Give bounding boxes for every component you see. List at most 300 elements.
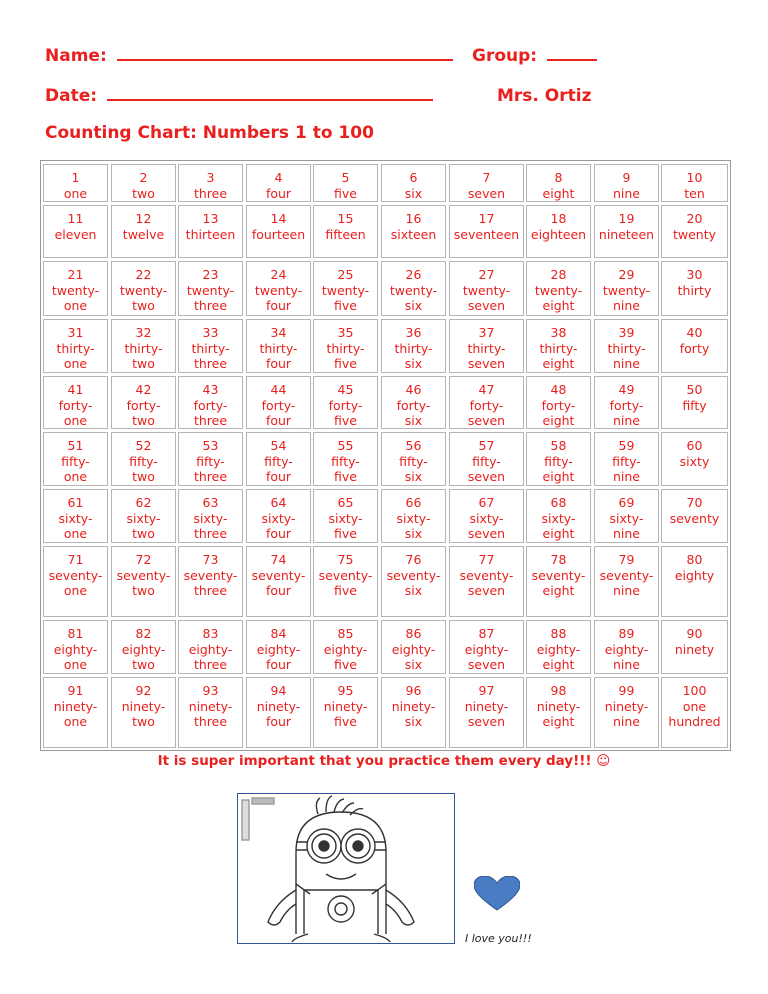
cell-number: 38 xyxy=(550,325,567,340)
cell-word: thirty xyxy=(677,282,712,298)
number-cell-89 xyxy=(594,620,659,674)
cell-word: forty- xyxy=(58,397,93,413)
number-cell-61 xyxy=(43,489,108,543)
cell-word: seventy- xyxy=(183,567,238,583)
number-cell-55 xyxy=(313,432,378,486)
cell-word: seven xyxy=(467,657,506,672)
teacher-name: Mrs. Ortiz xyxy=(497,86,592,106)
cell-word: eight xyxy=(542,657,575,672)
number-cell-35 xyxy=(313,319,378,373)
number-cell-87 xyxy=(449,620,524,674)
number-cell-42 xyxy=(111,376,176,429)
cell-word: one xyxy=(63,657,88,672)
cell-word: five xyxy=(334,583,357,598)
cell-number: 62 xyxy=(135,495,152,510)
group-blank-line xyxy=(547,59,597,61)
cell-number: 40 xyxy=(686,325,703,340)
cell-word: one xyxy=(63,583,88,598)
cell-word: ninety- xyxy=(323,698,368,714)
number-cell-64 xyxy=(246,489,311,543)
cell-word: nineteen xyxy=(598,226,655,242)
cell-word: eighty- xyxy=(464,641,509,657)
cell-number: 61 xyxy=(67,495,84,510)
cell-word: two xyxy=(132,298,155,313)
cell-word: forty- xyxy=(396,397,431,413)
number-cell-92 xyxy=(111,677,176,748)
number-cell-28 xyxy=(526,261,591,316)
cell-word: seventy xyxy=(669,510,720,526)
number-cell-40 xyxy=(661,319,728,373)
cell-number: 34 xyxy=(270,325,287,340)
number-cell-4 xyxy=(246,164,311,202)
cell-word: fifty- xyxy=(612,453,641,469)
cell-word: fifty- xyxy=(544,453,573,469)
cell-word: twenty- xyxy=(186,282,235,298)
cell-word: forty- xyxy=(541,397,576,413)
cell-number: 4 xyxy=(274,170,283,185)
cell-word: eight xyxy=(542,413,575,428)
number-cell-76 xyxy=(381,546,446,617)
cell-word: nine xyxy=(612,583,640,598)
cell-word: four xyxy=(265,185,292,201)
cell-word: thirty- xyxy=(124,340,163,356)
cell-number: 33 xyxy=(202,325,219,340)
cell-word: seven xyxy=(467,469,506,484)
cell-number: 88 xyxy=(550,626,567,641)
number-cell-18 xyxy=(526,205,591,258)
cell-word: fifty- xyxy=(472,453,501,469)
cell-word: ninety- xyxy=(464,698,509,714)
cell-number: 8 xyxy=(554,170,563,185)
cell-number: 84 xyxy=(270,626,287,641)
cell-word: sixty- xyxy=(328,510,363,526)
cell-word: nine xyxy=(612,714,640,729)
cell-word: twenty- xyxy=(602,282,651,298)
cell-word: seven xyxy=(467,583,506,598)
cell-word: eighty- xyxy=(256,641,301,657)
cell-word: three xyxy=(193,714,228,729)
number-cell-24 xyxy=(246,261,311,316)
number-cell-96 xyxy=(381,677,446,748)
cell-word: eleven xyxy=(54,226,97,242)
cell-word: eighty- xyxy=(323,641,368,657)
cell-number: 2 xyxy=(139,170,148,185)
cell-word: seventy- xyxy=(251,567,306,583)
number-cell-51 xyxy=(43,432,108,486)
number-cell-37 xyxy=(449,319,524,373)
number-cell-38 xyxy=(526,319,591,373)
cell-word: six xyxy=(404,583,423,598)
cell-word: sixty- xyxy=(541,510,576,526)
cell-number: 25 xyxy=(337,267,354,282)
number-cell-94 xyxy=(246,677,311,748)
number-cell-48 xyxy=(526,376,591,429)
cell-word: seventy- xyxy=(116,567,171,583)
cell-number: 32 xyxy=(135,325,152,340)
number-cell-53 xyxy=(178,432,243,486)
cell-number: 86 xyxy=(405,626,422,641)
cell-word: five xyxy=(334,469,357,484)
cell-number: 95 xyxy=(337,683,354,698)
number-cell-63 xyxy=(178,489,243,543)
cell-word: fifteen xyxy=(325,226,366,242)
date-label: Date: xyxy=(45,86,98,106)
cell-number: 13 xyxy=(202,211,219,226)
cell-word: sixty- xyxy=(469,510,504,526)
cell-number: 37 xyxy=(478,325,495,340)
cell-number: 85 xyxy=(337,626,354,641)
number-cell-95 xyxy=(313,677,378,748)
cell-word: four xyxy=(265,714,292,729)
cell-word: thirty- xyxy=(607,340,646,356)
cell-number: 50 xyxy=(686,382,703,397)
name-blank-line xyxy=(117,59,453,61)
number-cell-17 xyxy=(449,205,524,258)
cell-word: ninety- xyxy=(256,698,301,714)
cell-number: 19 xyxy=(618,211,635,226)
cell-word: twenty- xyxy=(254,282,303,298)
cell-number: 77 xyxy=(478,552,495,567)
cell-word: twenty- xyxy=(389,282,438,298)
number-cell-36 xyxy=(381,319,446,373)
cell-number: 76 xyxy=(405,552,422,567)
cell-word: seven xyxy=(467,714,506,729)
cell-word: seven xyxy=(467,413,506,428)
number-cell-33 xyxy=(178,319,243,373)
cell-word: three xyxy=(193,657,228,672)
cell-word: four xyxy=(265,413,292,428)
cell-word: ninety- xyxy=(604,698,649,714)
cell-word: seventeen xyxy=(453,226,520,242)
cell-word: twenty xyxy=(672,226,717,242)
heart-icon xyxy=(474,876,520,912)
cell-number: 14 xyxy=(270,211,287,226)
cell-word: four xyxy=(265,469,292,484)
number-cell-93 xyxy=(178,677,243,748)
cell-number: 60 xyxy=(686,438,703,453)
group-field xyxy=(472,46,597,66)
cell-number: 87 xyxy=(478,626,495,641)
cell-word: two xyxy=(132,413,155,428)
cell-word: three xyxy=(193,413,228,428)
number-cell-23 xyxy=(178,261,243,316)
cell-word: thirty- xyxy=(259,340,298,356)
cell-word: twenty- xyxy=(119,282,168,298)
cell-number: 41 xyxy=(67,382,84,397)
cell-word: five xyxy=(334,413,357,428)
cell-word: twelve xyxy=(122,226,165,242)
cell-number: 12 xyxy=(135,211,152,226)
cell-word: six xyxy=(404,356,423,371)
number-cell-66 xyxy=(381,489,446,543)
cell-word: two xyxy=(132,185,155,201)
cell-word: seventy- xyxy=(318,567,373,583)
cell-word: five xyxy=(334,714,357,729)
cell-number: 73 xyxy=(202,552,219,567)
cell-word: six xyxy=(404,657,423,672)
cell-number: 99 xyxy=(618,683,635,698)
cell-word: ninety- xyxy=(53,698,98,714)
number-cell-3 xyxy=(178,164,243,202)
number-cell-46 xyxy=(381,376,446,429)
number-cell-30 xyxy=(661,261,728,316)
cell-word: nine xyxy=(612,185,640,201)
cell-word: two xyxy=(132,356,155,371)
chart-title: Counting Chart: Numbers 1 to 100 xyxy=(45,123,374,143)
number-cell-67 xyxy=(449,489,524,543)
cell-word: sixty xyxy=(679,453,710,469)
cell-word: fifty- xyxy=(196,453,225,469)
cell-word: twenty- xyxy=(51,282,100,298)
cell-number: 23 xyxy=(202,267,219,282)
cell-number: 82 xyxy=(135,626,152,641)
cell-word: eight xyxy=(542,185,575,201)
cell-word: eighty xyxy=(674,567,715,583)
number-cell-14 xyxy=(246,205,311,258)
cell-word: ninety- xyxy=(391,698,436,714)
number-cell-99 xyxy=(594,677,659,748)
cell-word: fourteen xyxy=(251,226,306,242)
number-cell-100 xyxy=(661,677,728,748)
cell-word: three xyxy=(193,185,228,201)
cell-word: six xyxy=(404,413,423,428)
name-field xyxy=(45,46,453,66)
number-cell-10 xyxy=(661,164,728,202)
number-cell-39 xyxy=(594,319,659,373)
number-cell-52 xyxy=(111,432,176,486)
cell-number: 16 xyxy=(405,211,422,226)
minion-picture xyxy=(237,793,455,944)
cell-word: forty- xyxy=(261,397,296,413)
cell-number: 54 xyxy=(270,438,287,453)
cell-word: six xyxy=(404,526,423,541)
cell-word: one xyxy=(63,469,88,484)
cell-number: 47 xyxy=(478,382,495,397)
number-cell-60 xyxy=(661,432,728,486)
counting-chart xyxy=(40,160,731,751)
number-cell-72 xyxy=(111,546,176,617)
cell-word: nine xyxy=(612,356,640,371)
cell-number: 42 xyxy=(135,382,152,397)
number-cell-65 xyxy=(313,489,378,543)
cell-word: sixty- xyxy=(58,510,93,526)
cell-word: ten xyxy=(684,185,705,201)
cell-word: seventy- xyxy=(599,567,654,583)
cell-word: sixty- xyxy=(609,510,644,526)
cell-word: thirty- xyxy=(191,340,230,356)
cell-word: thirty- xyxy=(56,340,95,356)
cell-word: thirteen xyxy=(185,226,236,242)
number-cell-31 xyxy=(43,319,108,373)
number-cell-85 xyxy=(313,620,378,674)
cell-number: 97 xyxy=(478,683,495,698)
number-cell-11 xyxy=(43,205,108,258)
cell-word: eighty- xyxy=(121,641,166,657)
cell-word: nine xyxy=(612,657,640,672)
cell-number: 43 xyxy=(202,382,219,397)
cell-number: 39 xyxy=(618,325,635,340)
number-cell-54 xyxy=(246,432,311,486)
cell-number: 92 xyxy=(135,683,152,698)
cell-number: 35 xyxy=(337,325,354,340)
cell-number: 80 xyxy=(686,552,703,567)
cell-word: four xyxy=(265,356,292,371)
cell-word: seven xyxy=(467,185,506,201)
cell-word: four xyxy=(265,298,292,313)
cell-word: ninety- xyxy=(188,698,233,714)
number-cell-82 xyxy=(111,620,176,674)
cell-number: 91 xyxy=(67,683,84,698)
cell-word: one xyxy=(63,714,88,729)
cell-word: sixty- xyxy=(126,510,161,526)
cell-word: seventy- xyxy=(48,567,103,583)
cell-number: 65 xyxy=(337,495,354,510)
cell-word: nine xyxy=(612,526,640,541)
number-cell-2 xyxy=(111,164,176,202)
cell-word: six xyxy=(404,714,423,729)
cell-number: 89 xyxy=(618,626,635,641)
cell-number: 72 xyxy=(135,552,152,567)
number-cell-58 xyxy=(526,432,591,486)
cell-number: 20 xyxy=(686,211,703,226)
number-cell-32 xyxy=(111,319,176,373)
cell-word: fifty- xyxy=(61,453,90,469)
cell-word: six xyxy=(404,469,423,484)
date-blank-line xyxy=(107,99,433,101)
cell-number: 44 xyxy=(270,382,287,397)
cell-number: 24 xyxy=(270,267,287,282)
number-cell-27 xyxy=(449,261,524,316)
cell-word: two xyxy=(132,469,155,484)
number-cell-45 xyxy=(313,376,378,429)
cell-word: ninety- xyxy=(121,698,166,714)
practice-reminder: It is super important that you practice them every day!!! ☺ xyxy=(157,753,611,769)
number-cell-62 xyxy=(111,489,176,543)
cell-number: 31 xyxy=(67,325,84,340)
cell-number: 63 xyxy=(202,495,219,510)
cell-word: twenty- xyxy=(534,282,583,298)
cell-number: 48 xyxy=(550,382,567,397)
number-cell-70 xyxy=(661,489,728,543)
cell-number: 49 xyxy=(618,382,635,397)
cell-number: 70 xyxy=(686,495,703,510)
cell-word: two xyxy=(132,657,155,672)
cell-number: 53 xyxy=(202,438,219,453)
cell-word: five xyxy=(334,356,357,371)
cell-number: 1 xyxy=(71,170,80,185)
cell-number: 26 xyxy=(405,267,422,282)
date-field xyxy=(45,86,433,106)
cell-word: seven xyxy=(467,298,506,313)
minion-drawing xyxy=(238,794,454,943)
cell-number: 6 xyxy=(409,170,418,185)
number-cell-69 xyxy=(594,489,659,543)
cell-word: forty- xyxy=(193,397,228,413)
cell-number: 30 xyxy=(686,267,703,282)
cell-word: eighty- xyxy=(391,641,436,657)
number-cell-29 xyxy=(594,261,659,316)
number-cell-49 xyxy=(594,376,659,429)
cell-word: sixty- xyxy=(261,510,296,526)
cell-number: 96 xyxy=(405,683,422,698)
cell-word: eighty- xyxy=(536,641,581,657)
cell-number: 68 xyxy=(550,495,567,510)
number-cell-44 xyxy=(246,376,311,429)
cell-number: 10 xyxy=(686,170,703,185)
cell-word: eight xyxy=(542,469,575,484)
cell-number: 46 xyxy=(405,382,422,397)
cell-word: one xyxy=(63,185,88,201)
cell-word: sixty- xyxy=(396,510,431,526)
cell-word: four xyxy=(265,657,292,672)
cell-word: eighty- xyxy=(604,641,649,657)
number-cell-43 xyxy=(178,376,243,429)
number-cell-22 xyxy=(111,261,176,316)
cell-word: ninety xyxy=(674,641,715,657)
cell-word: five xyxy=(334,526,357,541)
number-cell-47 xyxy=(449,376,524,429)
cell-word: twenty- xyxy=(462,282,511,298)
cell-word: thirty- xyxy=(326,340,365,356)
number-cell-34 xyxy=(246,319,311,373)
cell-number: 28 xyxy=(550,267,567,282)
cell-word: ninety- xyxy=(536,698,581,714)
cell-word: five xyxy=(334,185,357,201)
cell-word: two xyxy=(132,714,155,729)
cell-word: forty xyxy=(679,340,710,356)
cell-number: 75 xyxy=(337,552,354,567)
number-cell-19 xyxy=(594,205,659,258)
cell-word: fifty- xyxy=(129,453,158,469)
group-label: Group: xyxy=(472,46,538,66)
number-cell-5 xyxy=(313,164,378,202)
cell-word: one xyxy=(63,526,88,541)
number-cell-8 xyxy=(526,164,591,202)
cell-number: 98 xyxy=(550,683,567,698)
cell-number: 94 xyxy=(270,683,287,698)
number-cell-78 xyxy=(526,546,591,617)
cell-word: one xyxy=(63,356,88,371)
cell-word: one hundred xyxy=(668,698,721,729)
cell-number: 74 xyxy=(270,552,287,567)
cell-word: forty- xyxy=(469,397,504,413)
cell-number: 11 xyxy=(67,211,84,226)
cell-word: seven xyxy=(467,526,506,541)
cell-word: thirty- xyxy=(539,340,578,356)
number-cell-98 xyxy=(526,677,591,748)
cell-number: 7 xyxy=(482,170,491,185)
number-cell-79 xyxy=(594,546,659,617)
number-cell-15 xyxy=(313,205,378,258)
cell-word: six xyxy=(404,298,423,313)
cell-word: three xyxy=(193,298,228,313)
cell-number: 81 xyxy=(67,626,84,641)
cell-word: eighty- xyxy=(53,641,98,657)
cell-number: 57 xyxy=(478,438,495,453)
cell-word: seventy- xyxy=(531,567,586,583)
cell-word: forty- xyxy=(609,397,644,413)
cell-number: 93 xyxy=(202,683,219,698)
number-cell-57 xyxy=(449,432,524,486)
number-cell-80 xyxy=(661,546,728,617)
cell-word: sixteen xyxy=(390,226,437,242)
cell-number: 67 xyxy=(478,495,495,510)
cell-number: 5 xyxy=(341,170,350,185)
cell-word: fifty- xyxy=(331,453,360,469)
number-cell-20 xyxy=(661,205,728,258)
number-cell-1 xyxy=(43,164,108,202)
number-cell-16 xyxy=(381,205,446,258)
